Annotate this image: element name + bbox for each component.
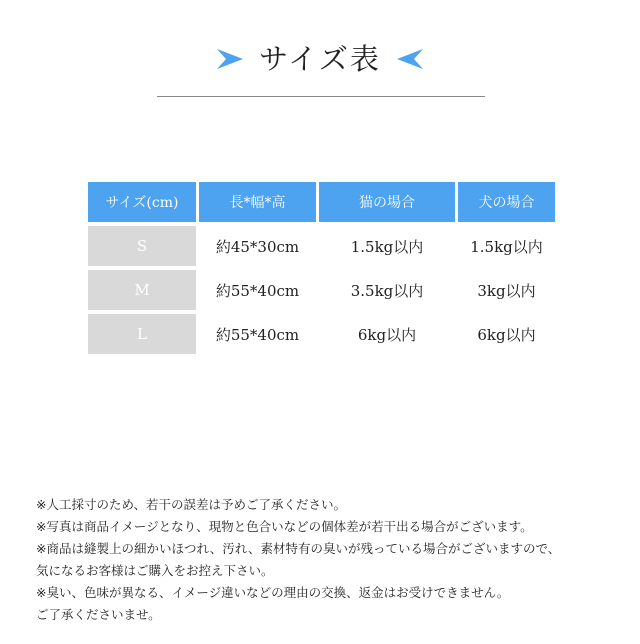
header-cat: 猫の場合 xyxy=(319,182,455,222)
size-cell-l: L xyxy=(88,314,196,354)
size-table xyxy=(88,182,555,354)
dimensions-cell: 約45*30cm xyxy=(215,237,300,256)
dimensions-cell: 約55*40cm xyxy=(215,281,300,300)
page-title: サイズ表 xyxy=(259,42,381,76)
chevron-right-icon xyxy=(215,46,245,72)
note-line: ご了承くださいませ。 xyxy=(36,607,161,622)
size-cell-s: S xyxy=(88,226,196,266)
dog-weight-cell: 3kg以内 xyxy=(477,281,536,300)
dog-weight-cell: 1.5kg以内 xyxy=(470,237,543,256)
title-bar xyxy=(0,34,640,84)
notes-block xyxy=(36,494,616,626)
cat-weight-cell: 1.5kg以内 xyxy=(350,237,424,256)
note-line: ※臭い、色味が異なる、イメージ違いなどの理由の交換、返金はお受けできません。 xyxy=(36,585,510,600)
chevron-left-icon xyxy=(395,46,425,72)
note-line: 気になるお客様はご購入をお控え下さい。 xyxy=(36,563,274,578)
dimensions-cell: 約55*40cm xyxy=(215,325,300,344)
note-line: ※写真は商品イメージとなり、現物と色合いなどの個体差が若干出る場合がございます。 xyxy=(36,519,533,534)
cat-weight-cell: 3.5kg以内 xyxy=(350,281,424,300)
cat-weight-cell: 6kg以内 xyxy=(357,325,417,344)
note-line: ※商品は縫製上の細かいほつれ、汚れ、素材特有の臭いが残っている場合がございますので、 xyxy=(36,541,561,556)
dog-weight-cell: 6kg以内 xyxy=(477,325,536,344)
size-cell-m: M xyxy=(88,270,196,310)
note-line: ※人工採寸のため、若干の誤差は予めご了承ください。 xyxy=(36,497,346,512)
header-dimensions: 長*幅*高 xyxy=(199,182,316,222)
header-dog: 犬の場合 xyxy=(458,182,555,222)
title-divider xyxy=(157,96,485,97)
header-size: サイズ(cm) xyxy=(88,182,196,222)
